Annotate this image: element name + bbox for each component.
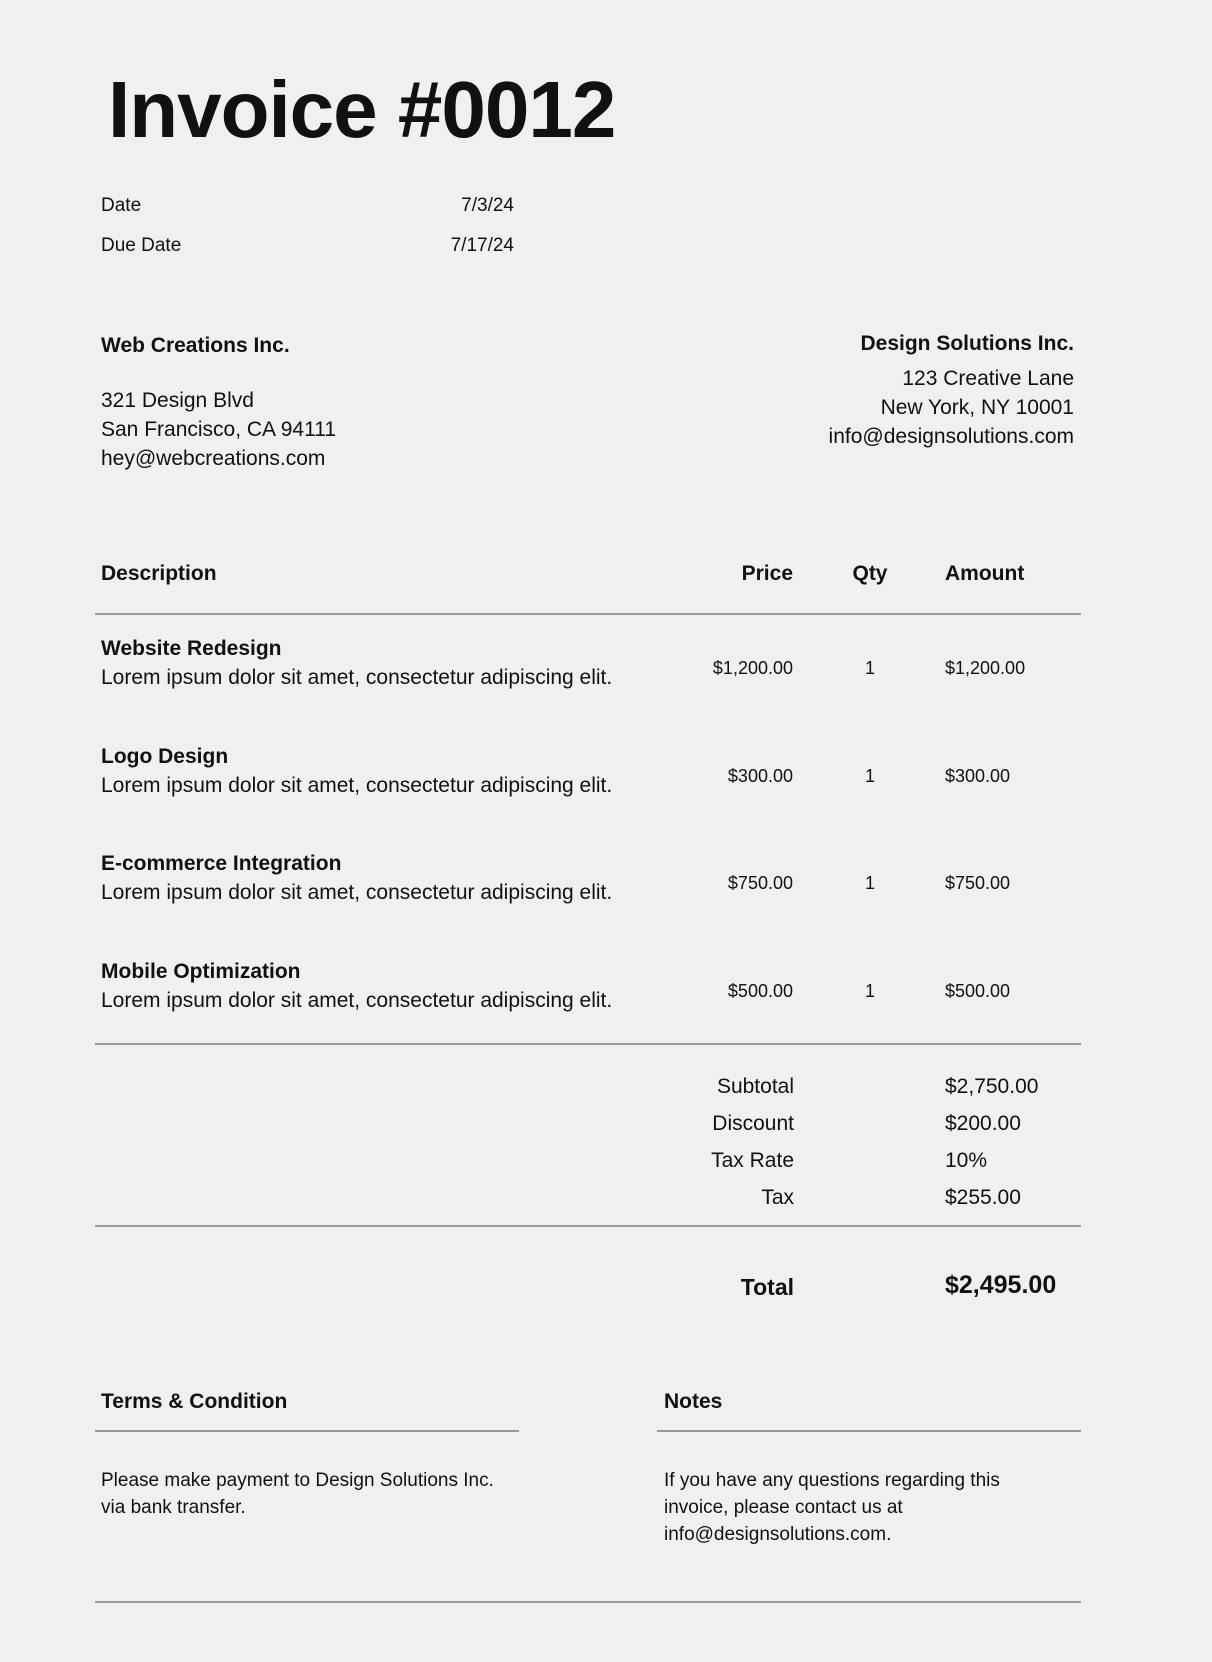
summary-labels [640, 1068, 794, 1216]
row-item-description: Lorem ipsum dolor sit amet, consectetur adipiscing elit. [101, 881, 613, 904]
table-row [101, 852, 1101, 912]
row-amount: $750.00 [945, 873, 1011, 893]
table-row [101, 960, 1101, 1020]
row-item-name: Website Redesign [101, 637, 282, 660]
row-item-description: Lorem ipsum dolor sit amet, consectetur adipiscing elit. [101, 989, 613, 1012]
notes-text-line1: If you have any questions regarding this [664, 1470, 1000, 1491]
terms-heading: Terms & Condition [101, 1390, 288, 1413]
notes-heading: Notes [664, 1390, 723, 1413]
date-label: Date [101, 195, 142, 216]
col-header-description: Description [101, 562, 217, 585]
discount-label: Discount [712, 1112, 794, 1135]
due-date-label: Due Date [101, 235, 182, 256]
row-item-description: Lorem ipsum dolor sit amet, consectetur adipiscing elit. [101, 666, 613, 689]
terms-divider [95, 1430, 519, 1432]
col-header-amount: Amount [945, 562, 1025, 585]
to-address [829, 364, 1074, 451]
row-qty: 1 [864, 658, 875, 678]
date-value: 7/3/24 [461, 195, 514, 216]
table-row [101, 745, 1101, 805]
to-address-line1: 123 Creative Lane [902, 367, 1074, 390]
row-amount: $1,200.00 [945, 658, 1026, 678]
from-address-line1: 321 Design Blvd [101, 389, 254, 412]
from-address-line2: San Francisco, CA 94111 [101, 418, 337, 441]
row-amount: $500.00 [945, 981, 1011, 1001]
subtotal-label: Subtotal [716, 1075, 794, 1098]
tax-rate-value: 10% [945, 1149, 988, 1172]
row-price: $750.00 [727, 873, 793, 893]
tax-rate-label: Tax Rate [711, 1149, 794, 1172]
terms-text-line1: Please make payment to Design Solutions Inc. [101, 1470, 494, 1491]
notes-text-line3: info@designsolutions.com. [664, 1524, 892, 1545]
row-amount: $300.00 [945, 766, 1011, 786]
row-item-name: E-commerce Integration [101, 852, 342, 875]
row-price: $1,200.00 [712, 658, 793, 678]
footer-divider [95, 1601, 1081, 1603]
from-company-name: Web Creations Inc. [101, 334, 290, 357]
row-item-name: Logo Design [101, 745, 229, 768]
col-header-price: Price [741, 562, 793, 585]
to-address-line2: New York, NY 10001 [880, 396, 1074, 419]
table-bottom-divider [95, 1043, 1081, 1045]
from-email: hey@webcreations.com [101, 447, 326, 470]
table-header-divider [95, 613, 1081, 615]
subtotal-value: $2,750.00 [945, 1075, 1039, 1098]
col-header-qty: Qty [852, 562, 888, 585]
to-email: info@designsolutions.com [828, 425, 1074, 448]
notes-divider [657, 1430, 1081, 1432]
total-label: Total [740, 1274, 794, 1300]
invoice-title: Invoice #0012 [108, 65, 616, 154]
from-address [101, 386, 336, 473]
notes-text-line2: invoice, please contact us at [664, 1497, 903, 1518]
summary-values [945, 1068, 1038, 1216]
notes-text [664, 1467, 1000, 1548]
total-value: $2,495.00 [945, 1271, 1057, 1299]
tax-value: $255.00 [945, 1186, 1021, 1209]
discount-value: $200.00 [945, 1112, 1021, 1135]
row-qty: 1 [864, 873, 875, 893]
row-item-description: Lorem ipsum dolor sit amet, consectetur adipiscing elit. [101, 774, 613, 797]
row-qty: 1 [864, 766, 875, 786]
row-qty: 1 [864, 981, 875, 1001]
table-row [101, 637, 1101, 697]
to-company-name: Design Solutions Inc. [860, 332, 1074, 355]
summary-divider [95, 1225, 1081, 1227]
row-item-name: Mobile Optimization [101, 960, 301, 983]
row-price: $300.00 [727, 766, 793, 786]
terms-text [101, 1467, 494, 1521]
row-price: $500.00 [727, 981, 793, 1001]
tax-label: Tax [761, 1186, 794, 1209]
terms-text-line2: via bank transfer. [101, 1497, 246, 1518]
due-date-value: 7/17/24 [450, 235, 514, 256]
